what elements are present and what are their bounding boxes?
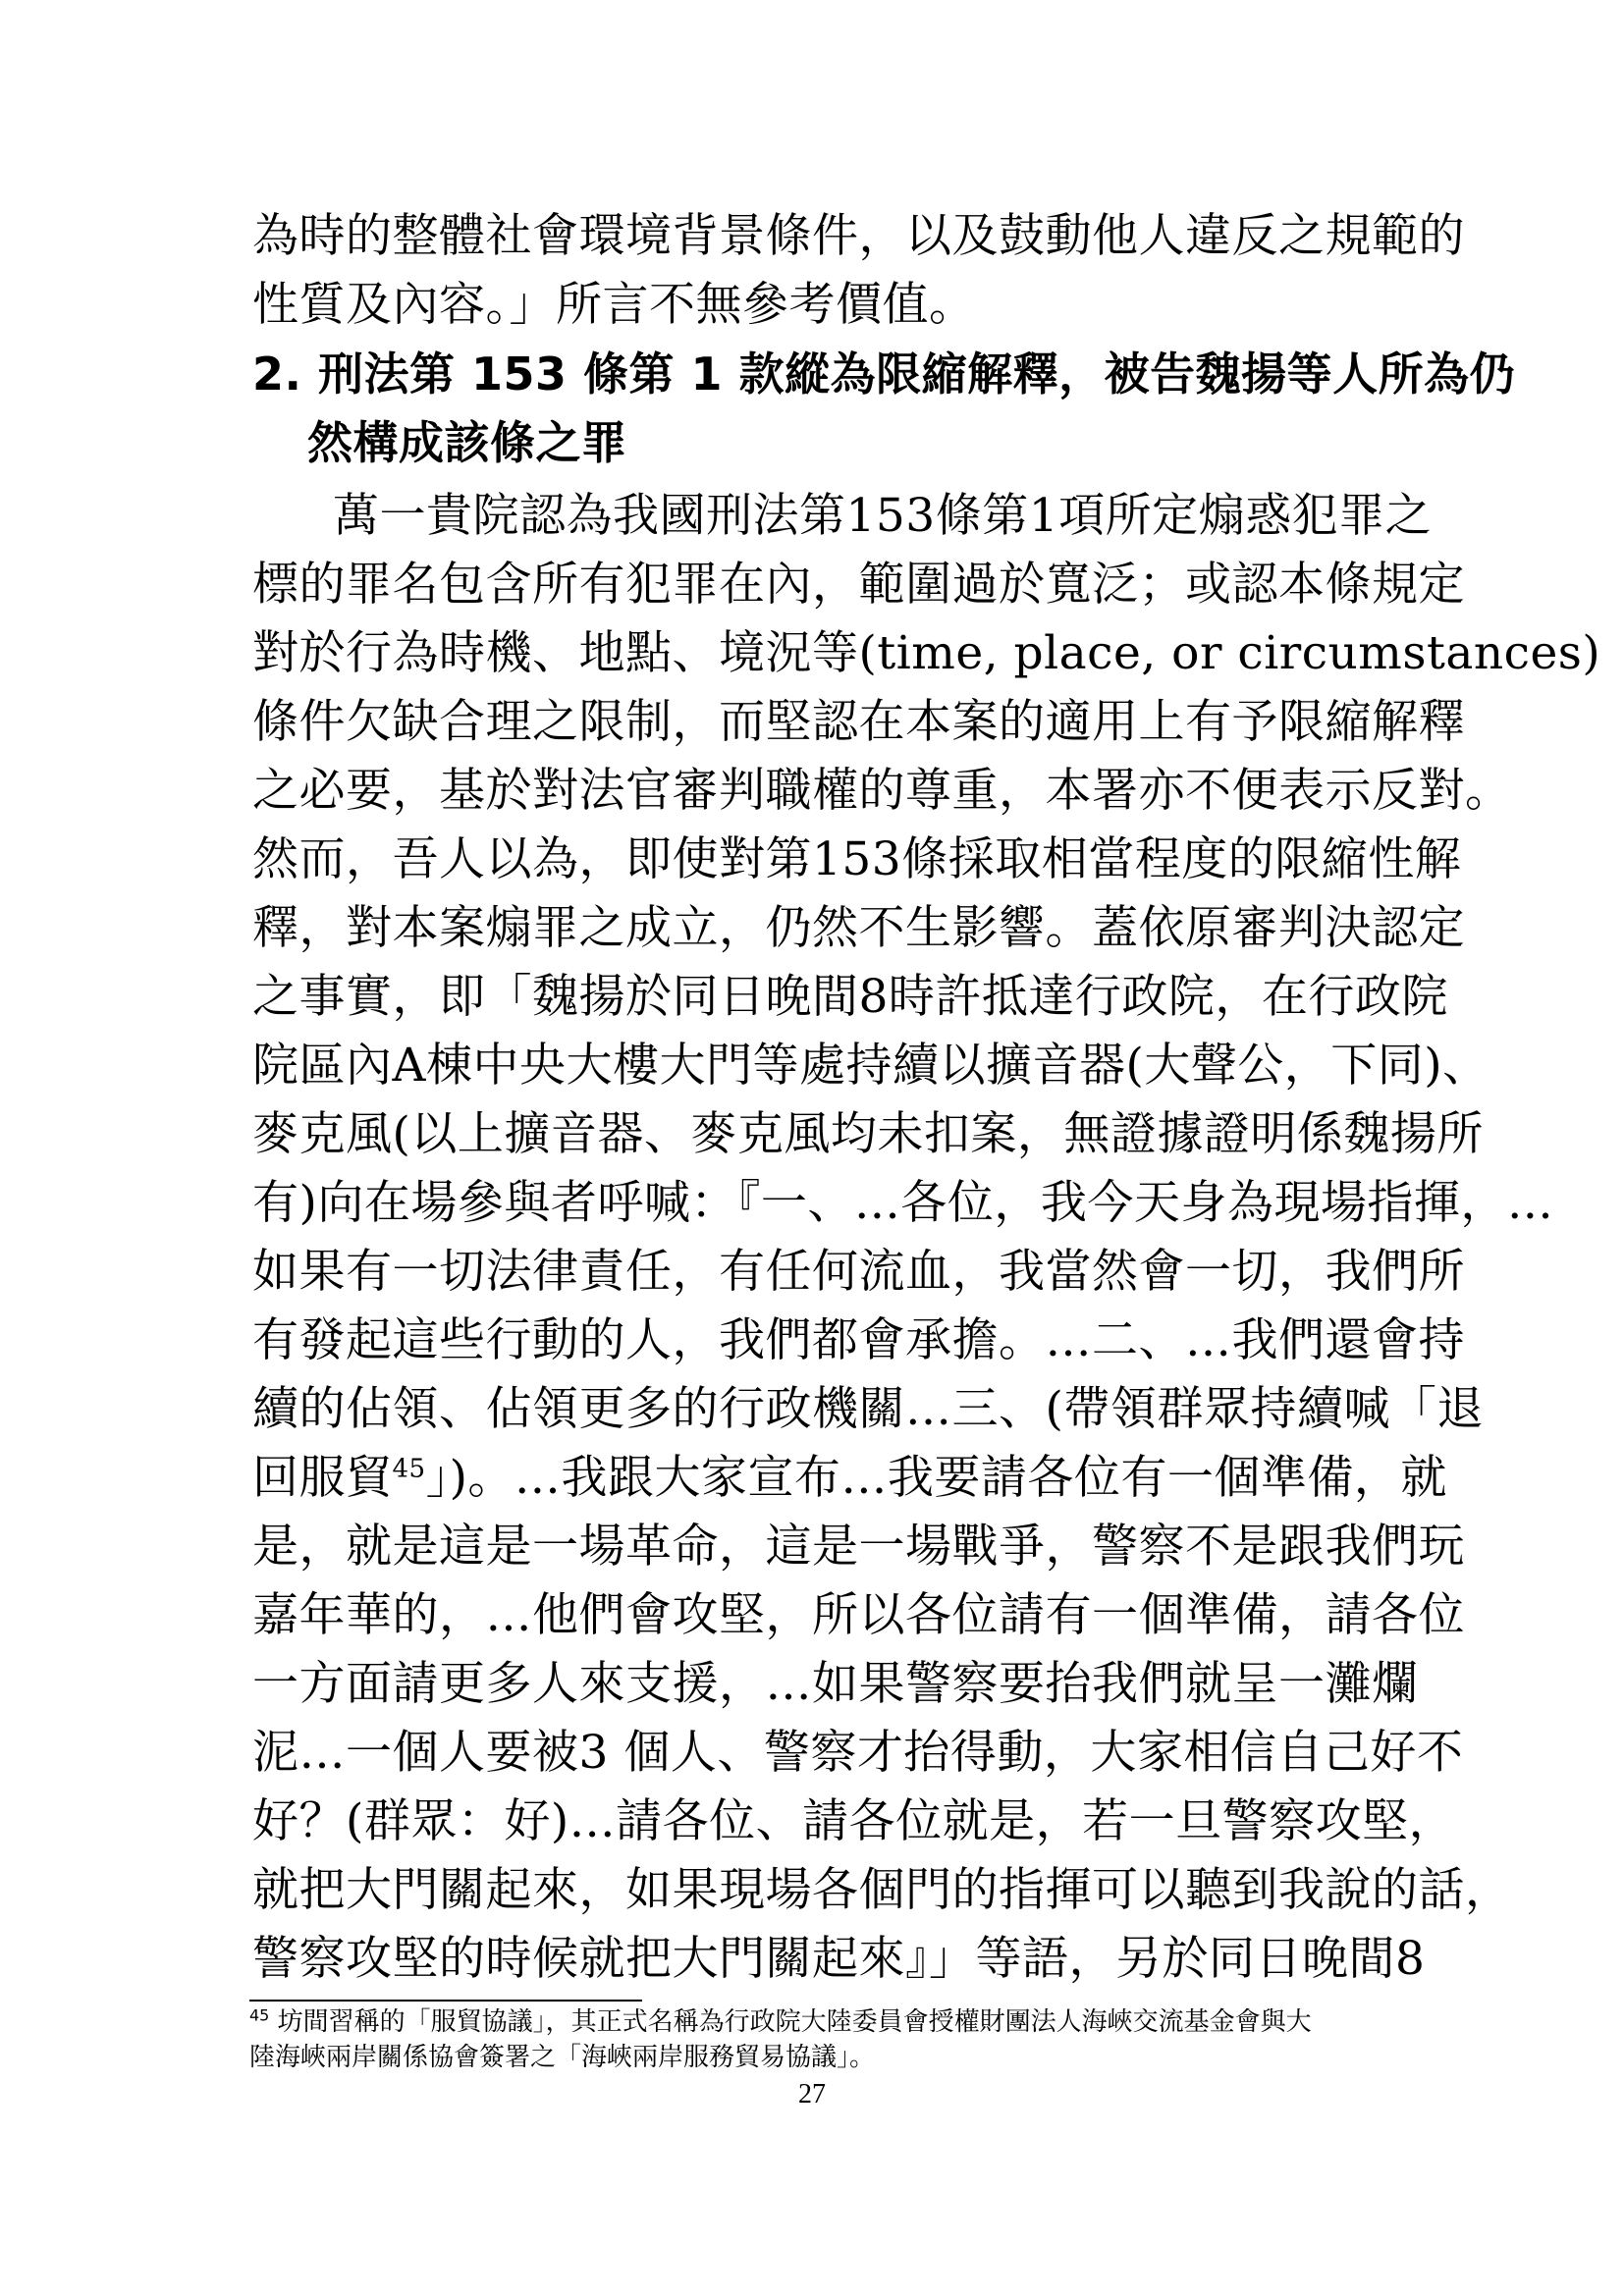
footnote-separator [249,2000,642,2002]
body-line: 有)向在場參與者呼喊：『一、…各位，我今天身為現場指揮，… [252,1176,1554,1230]
body-line: 有發起這些行動的人，我們都會承擔。…二、…我們還會持 [252,1313,1465,1367]
body-line: 為時的整體社會環境背景條件，以及鼓動他人違反之規範的 [252,209,1465,263]
body-text: 」)。…我跟大家宣布…我要請各位有一個準備，就 [425,1451,1447,1505]
body-line: 一方面請更多人來支援，…如果警察要抬我們就呈一灘爛 [252,1657,1419,1711]
body-line: 條件欠缺合理之限制，而堅認在本案的適用上有予限縮解釋 [252,695,1465,749]
footnote-line [249,2004,1388,2040]
body-line-with-footnote-ref [252,1444,1447,1513]
body-line: 標的罪名包含所有犯罪在內，範圍過於寬泛；或認本條規定 [252,558,1465,612]
footnote-text: 坊間習稱的「服貿協議」，其正式名稱為行政院大陸委員會授權財團法人海峽交流基金會與大 [269,2007,1312,2037]
body-line: 如果有一切法律責任，有任何流血，我當然會一切，我們所 [252,1245,1465,1299]
body-line: 然而，吾人以為，即使對第153條採取相當程度的限縮性解 [252,832,1462,886]
body-line: 性質及內容。」所言不無參考價值。 [252,278,976,332]
body-line: 續的佔領、佔領更多的行政機關…三、(帶領群眾持續喊「退 [252,1382,1484,1436]
page-number: 27 [798,2079,826,2109]
body-line: 對於行為時機、地點、境況等(time, place, or circumstances) [252,626,1601,680]
section-heading-continued: 然構成該條之罪 [307,416,627,469]
body-line: 院區內A棟中央大樓大門等處持續以擴音器(大聲公，下同)、 [252,1039,1489,1093]
body-line: 泥…一個人要被3 個人、警察才抬得動，大家相信自己好不 [252,1726,1464,1780]
paragraph-first-line: 萬一貴院認為我國刑法第153條第1項所定煽惑犯罪之 [333,489,1433,543]
footnote-line: 陸海峽兩岸關係協會簽署之「海峽兩岸服務貿易協議」。 [249,2043,876,2072]
body-line: 釋，對本案煽罪之成立，仍然不生影響。蓋依原審判決認定 [252,901,1465,955]
body-line: 是，就是這是一場革命，這是一場戰爭，警察不是跟我們玩 [252,1520,1465,1574]
body-text: 回服貿 [252,1451,393,1505]
footnote-mark: 45 [249,2005,270,2025]
body-line: 好？(群眾：好)…請各位、請各位就是，若一旦警察攻堅， [252,1794,1456,1848]
section-heading: 2. 刑法第 153 條第 1 款縱為限縮解釋，被告魏揚等人所為仍 [252,347,1516,400]
body-line: 就把大門關起來，如果現場各個門的指揮可以聽到我說的話， [252,1863,1512,1917]
body-line: 之必要，基於對法官審判職權的尊重，本署亦不便表示反對。 [252,764,1512,818]
body-line: 之事實，即「魏揚於同日晚間8時許抵達行政院，在行政院 [252,970,1448,1024]
footnote-reference[interactable]: 45 [392,1454,426,1484]
body-line: 麥克風(以上擴音器、麥克風均未扣案，無證據證明係魏揚所 [252,1107,1484,1161]
body-line: 警察攻堅的時候就把大門關起來』」等語，另於同日晚間8 [252,1932,1426,1986]
body-line: 嘉年華的，…他們會攻堅，所以各位請有一個準備，請各位 [252,1588,1465,1642]
